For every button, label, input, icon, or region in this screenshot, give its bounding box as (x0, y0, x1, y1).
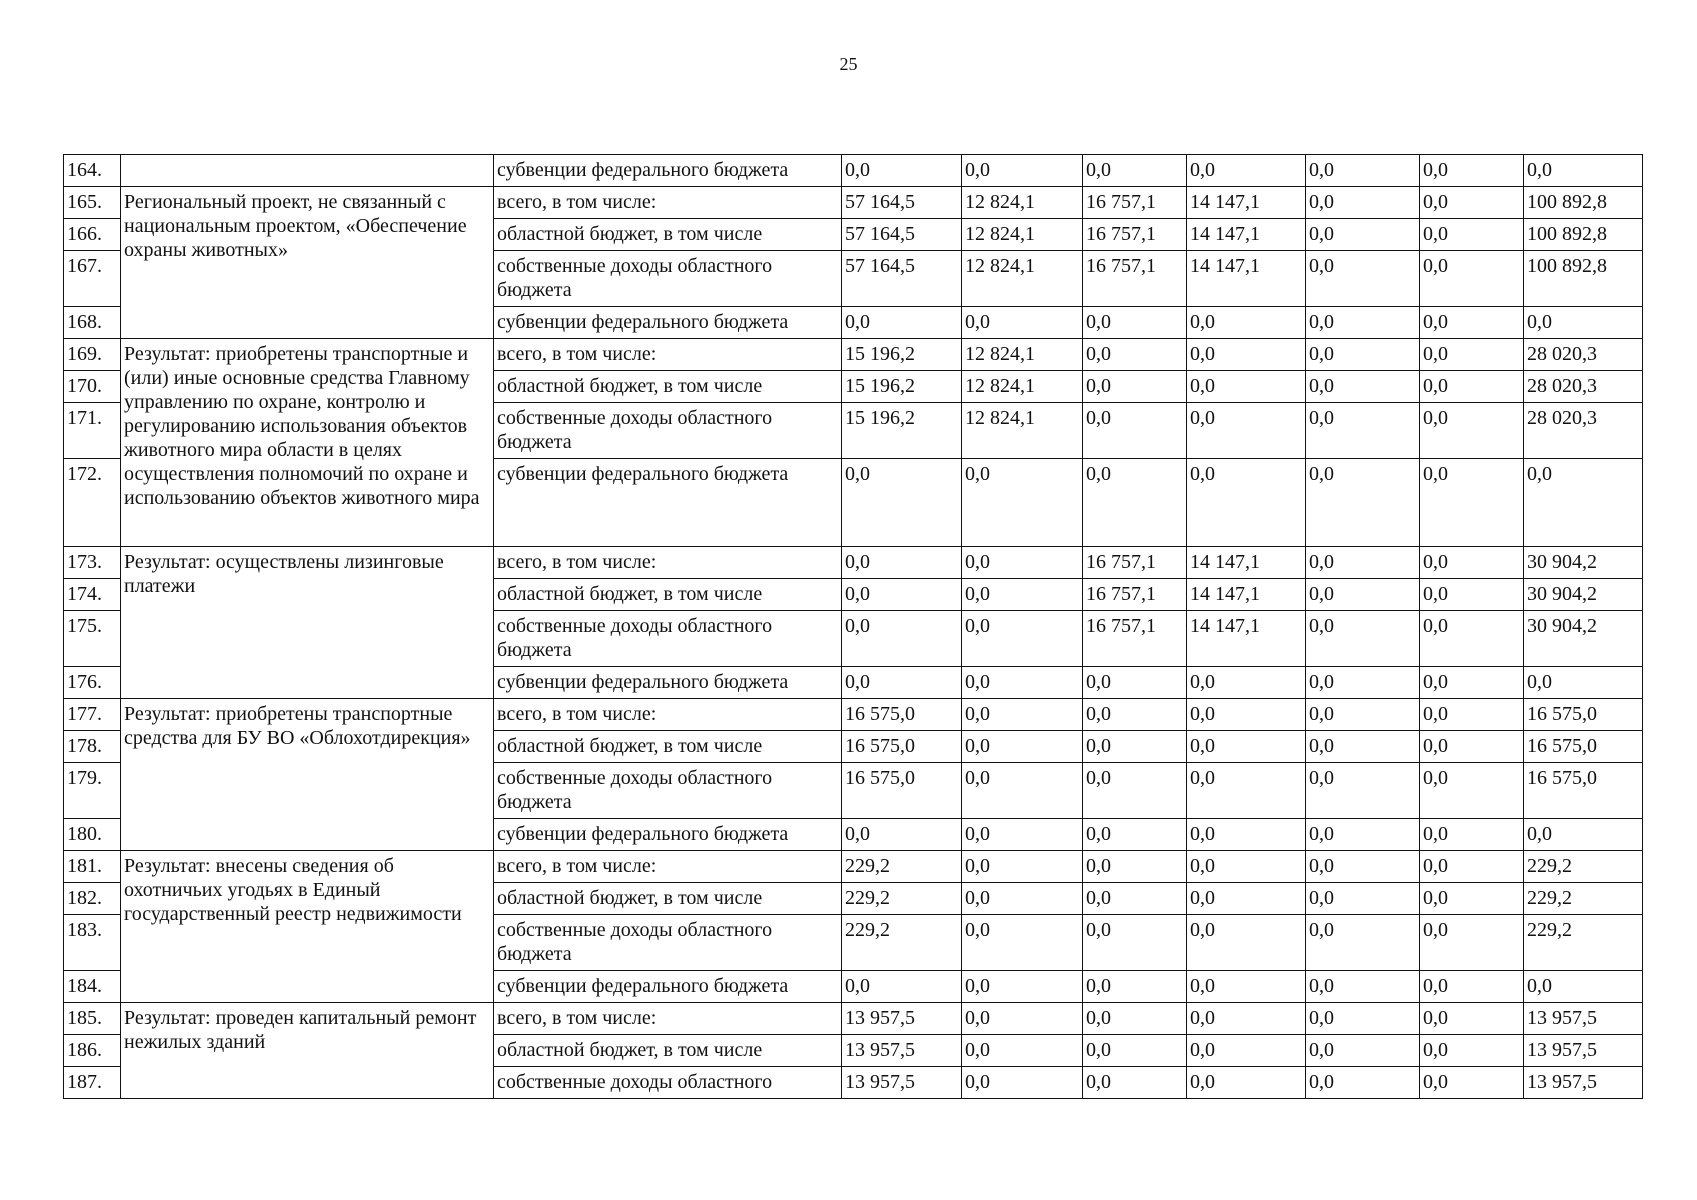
row-number: 187. (64, 1067, 121, 1099)
row-number: 182. (64, 883, 121, 915)
value-cell: 100 892,8 (1524, 187, 1643, 219)
value-cell: 0,0 (1420, 251, 1524, 307)
value-cell: 0,0 (842, 579, 962, 611)
funding-source: всего, в том числе: (494, 187, 842, 219)
value-cell: 0,0 (1083, 371, 1187, 403)
row-number: 171. (64, 403, 121, 459)
project-description: Результат: внесены сведения об охотничьих угодьях в Единый государственный реестр недвижимости (121, 851, 494, 1003)
table-row (64, 187, 1643, 219)
value-cell: 0,0 (1187, 1035, 1306, 1067)
value-cell: 0,0 (1420, 307, 1524, 339)
funding-source: всего, в том числе: (494, 1003, 842, 1035)
project-description: Результат: приобретены транспортные и (или) иные основные средства Главному управлению по охране, контролю и регулированию использования объектов животного мира области в целях осуществления полномочий по охране и использованию объектов животного мира (121, 339, 494, 547)
value-cell: 0,0 (1187, 819, 1306, 851)
row-number: 167. (64, 251, 121, 307)
value-cell: 0,0 (842, 307, 962, 339)
value-cell: 0,0 (1083, 971, 1187, 1003)
value-cell: 0,0 (842, 971, 962, 1003)
value-cell: 14 147,1 (1187, 611, 1306, 667)
value-cell: 0,0 (1420, 915, 1524, 971)
value-cell: 0,0 (1187, 155, 1306, 187)
value-cell: 0,0 (1306, 155, 1420, 187)
value-cell: 0,0 (1420, 155, 1524, 187)
value-cell: 0,0 (1306, 763, 1420, 819)
value-cell: 0,0 (1420, 339, 1524, 371)
value-cell: 0,0 (1187, 851, 1306, 883)
value-cell: 13 957,5 (842, 1035, 962, 1067)
row-number: 179. (64, 763, 121, 819)
value-cell: 0,0 (962, 547, 1083, 579)
funding-source: субвенции федерального бюджета (494, 819, 842, 851)
value-cell: 0,0 (1524, 819, 1643, 851)
value-cell: 0,0 (1420, 459, 1524, 547)
value-cell: 0,0 (1420, 1003, 1524, 1035)
value-cell: 229,2 (842, 851, 962, 883)
value-cell: 0,0 (1306, 1067, 1420, 1099)
value-cell: 0,0 (962, 971, 1083, 1003)
table-row (64, 1003, 1643, 1035)
row-number: 178. (64, 731, 121, 763)
value-cell: 0,0 (842, 667, 962, 699)
project-description: Региональный проект, не связанный с национальным проектом, «Обеспечение охраны животных» (121, 187, 494, 339)
value-cell: 16 757,1 (1083, 579, 1187, 611)
funding-source: собственные доходы областного (494, 1067, 842, 1099)
value-cell: 0,0 (1083, 699, 1187, 731)
value-cell: 0,0 (1420, 219, 1524, 251)
value-cell: 0,0 (1187, 915, 1306, 971)
value-cell: 0,0 (1083, 1003, 1187, 1035)
value-cell: 0,0 (842, 611, 962, 667)
value-cell: 0,0 (962, 915, 1083, 971)
row-number: 169. (64, 339, 121, 371)
value-cell: 0,0 (1083, 403, 1187, 459)
table-row (64, 699, 1643, 731)
value-cell: 0,0 (1083, 667, 1187, 699)
value-cell: 0,0 (1083, 883, 1187, 915)
value-cell: 16 757,1 (1083, 219, 1187, 251)
value-cell: 0,0 (1420, 547, 1524, 579)
value-cell: 0,0 (1306, 819, 1420, 851)
value-cell: 0,0 (1187, 403, 1306, 459)
value-cell: 0,0 (1420, 1067, 1524, 1099)
value-cell: 0,0 (1187, 459, 1306, 547)
value-cell: 0,0 (962, 307, 1083, 339)
value-cell: 0,0 (1083, 915, 1187, 971)
funding-source: областной бюджет, в том числе (494, 883, 842, 915)
row-number: 176. (64, 667, 121, 699)
value-cell: 0,0 (962, 819, 1083, 851)
value-cell: 14 147,1 (1187, 579, 1306, 611)
row-number: 186. (64, 1035, 121, 1067)
value-cell: 100 892,8 (1524, 219, 1643, 251)
value-cell: 0,0 (962, 731, 1083, 763)
value-cell: 16 575,0 (842, 763, 962, 819)
value-cell: 0,0 (1306, 251, 1420, 307)
value-cell: 16 757,1 (1083, 547, 1187, 579)
funding-source: субвенции федерального бюджета (494, 667, 842, 699)
value-cell: 0,0 (1306, 883, 1420, 915)
value-cell: 14 147,1 (1187, 219, 1306, 251)
value-cell: 0,0 (1306, 187, 1420, 219)
value-cell: 0,0 (1306, 579, 1420, 611)
value-cell: 0,0 (1306, 915, 1420, 971)
value-cell: 229,2 (1524, 883, 1643, 915)
funding-source: областной бюджет, в том числе (494, 219, 842, 251)
value-cell: 0,0 (962, 851, 1083, 883)
value-cell: 0,0 (1524, 155, 1643, 187)
row-number: 164. (64, 155, 121, 187)
value-cell: 0,0 (962, 611, 1083, 667)
value-cell: 0,0 (1524, 307, 1643, 339)
value-cell: 16 575,0 (1524, 731, 1643, 763)
value-cell: 100 892,8 (1524, 251, 1643, 307)
value-cell: 0,0 (1306, 307, 1420, 339)
funding-source: областной бюджет, в том числе (494, 579, 842, 611)
value-cell: 13 957,5 (1524, 1035, 1643, 1067)
project-description: Результат: приобретены транспортные средства для БУ ВО «Облохотдирекция» (121, 699, 494, 851)
funding-source: субвенции федерального бюджета (494, 971, 842, 1003)
funding-source: областной бюджет, в том числе (494, 1035, 842, 1067)
budget-table (63, 154, 1643, 1099)
value-cell: 0,0 (842, 819, 962, 851)
value-cell: 0,0 (962, 155, 1083, 187)
value-cell: 12 824,1 (962, 187, 1083, 219)
value-cell: 0,0 (1420, 579, 1524, 611)
funding-source: субвенции федерального бюджета (494, 459, 842, 547)
value-cell: 0,0 (1083, 763, 1187, 819)
value-cell: 0,0 (1306, 1003, 1420, 1035)
value-cell: 0,0 (1306, 611, 1420, 667)
value-cell: 0,0 (962, 763, 1083, 819)
row-number: 173. (64, 547, 121, 579)
funding-source: областной бюджет, в том числе (494, 371, 842, 403)
value-cell: 0,0 (962, 579, 1083, 611)
value-cell: 0,0 (1306, 371, 1420, 403)
row-number: 166. (64, 219, 121, 251)
value-cell: 0,0 (962, 667, 1083, 699)
funding-source: областной бюджет, в том числе (494, 731, 842, 763)
value-cell: 16 757,1 (1083, 187, 1187, 219)
value-cell: 0,0 (1306, 219, 1420, 251)
value-cell: 0,0 (962, 1067, 1083, 1099)
value-cell: 0,0 (1524, 459, 1643, 547)
value-cell: 16 575,0 (842, 731, 962, 763)
row-number: 184. (64, 971, 121, 1003)
value-cell: 0,0 (1187, 763, 1306, 819)
table-body (64, 155, 1643, 1099)
funding-source: всего, в том числе: (494, 547, 842, 579)
row-number: 170. (64, 371, 121, 403)
funding-source: собственные доходы областного бюджета (494, 611, 842, 667)
value-cell: 15 196,2 (842, 371, 962, 403)
value-cell: 0,0 (1420, 971, 1524, 1003)
value-cell: 0,0 (1083, 1067, 1187, 1099)
value-cell: 0,0 (1083, 339, 1187, 371)
funding-source: собственные доходы областного бюджета (494, 763, 842, 819)
value-cell: 0,0 (1083, 459, 1187, 547)
row-number: 180. (64, 819, 121, 851)
value-cell: 229,2 (842, 883, 962, 915)
funding-source: всего, в том числе: (494, 851, 842, 883)
value-cell: 0,0 (1083, 819, 1187, 851)
value-cell: 0,0 (1306, 1035, 1420, 1067)
value-cell: 0,0 (842, 547, 962, 579)
value-cell: 0,0 (1420, 883, 1524, 915)
value-cell: 229,2 (1524, 915, 1643, 971)
value-cell: 57 164,5 (842, 251, 962, 307)
value-cell: 0,0 (1187, 699, 1306, 731)
value-cell: 0,0 (1420, 371, 1524, 403)
value-cell: 13 957,5 (842, 1067, 962, 1099)
value-cell: 0,0 (1306, 971, 1420, 1003)
value-cell: 12 824,1 (962, 339, 1083, 371)
value-cell: 16 757,1 (1083, 611, 1187, 667)
value-cell: 0,0 (1306, 403, 1420, 459)
table-row (64, 851, 1643, 883)
value-cell: 30 904,2 (1524, 547, 1643, 579)
value-cell: 0,0 (1083, 851, 1187, 883)
value-cell: 16 757,1 (1083, 251, 1187, 307)
value-cell: 0,0 (962, 1003, 1083, 1035)
value-cell: 28 020,3 (1524, 403, 1643, 459)
funding-source: всего, в том числе: (494, 339, 842, 371)
value-cell: 0,0 (1187, 371, 1306, 403)
value-cell: 0,0 (1420, 851, 1524, 883)
row-number: 183. (64, 915, 121, 971)
funding-source: собственные доходы областного бюджета (494, 915, 842, 971)
value-cell: 57 164,5 (842, 219, 962, 251)
project-description: Результат: осуществлены лизинговые платежи (121, 547, 494, 699)
value-cell: 13 957,5 (1524, 1003, 1643, 1035)
row-number: 175. (64, 611, 121, 667)
value-cell: 14 147,1 (1187, 187, 1306, 219)
page-number: 25 (839, 54, 858, 74)
value-cell: 0,0 (962, 699, 1083, 731)
value-cell: 0,0 (842, 459, 962, 547)
value-cell: 0,0 (842, 155, 962, 187)
value-cell: 14 147,1 (1187, 251, 1306, 307)
value-cell: 15 196,2 (842, 403, 962, 459)
value-cell: 0,0 (1187, 307, 1306, 339)
row-number: 168. (64, 307, 121, 339)
funding-source: собственные доходы областного бюджета (494, 403, 842, 459)
value-cell: 0,0 (1083, 1035, 1187, 1067)
value-cell: 13 957,5 (1524, 1067, 1643, 1099)
project-description: Результат: проведен капитальный ремонт нежилых зданий (121, 1003, 494, 1099)
table-row (64, 547, 1643, 579)
value-cell: 0,0 (1306, 339, 1420, 371)
value-cell: 0,0 (1420, 1035, 1524, 1067)
value-cell: 12 824,1 (962, 251, 1083, 307)
value-cell: 0,0 (1083, 155, 1187, 187)
value-cell: 0,0 (1187, 731, 1306, 763)
value-cell: 0,0 (1306, 851, 1420, 883)
table-row (64, 339, 1643, 371)
value-cell: 0,0 (1306, 547, 1420, 579)
value-cell: 0,0 (1420, 187, 1524, 219)
value-cell: 0,0 (1306, 459, 1420, 547)
value-cell: 16 575,0 (1524, 763, 1643, 819)
funding-source: всего, в том числе: (494, 699, 842, 731)
value-cell: 13 957,5 (842, 1003, 962, 1035)
value-cell: 0,0 (1306, 699, 1420, 731)
value-cell: 0,0 (962, 1035, 1083, 1067)
value-cell: 12 824,1 (962, 219, 1083, 251)
value-cell: 0,0 (1187, 1067, 1306, 1099)
value-cell: 0,0 (1187, 339, 1306, 371)
value-cell: 0,0 (1420, 667, 1524, 699)
value-cell: 16 575,0 (842, 699, 962, 731)
value-cell: 30 904,2 (1524, 611, 1643, 667)
value-cell: 0,0 (1420, 699, 1524, 731)
value-cell: 229,2 (842, 915, 962, 971)
value-cell: 30 904,2 (1524, 579, 1643, 611)
value-cell: 15 196,2 (842, 339, 962, 371)
value-cell: 12 824,1 (962, 371, 1083, 403)
funding-source: субвенции федерального бюджета (494, 155, 842, 187)
value-cell: 0,0 (1420, 611, 1524, 667)
value-cell: 0,0 (1083, 731, 1187, 763)
value-cell: 0,0 (1420, 763, 1524, 819)
value-cell: 0,0 (1083, 307, 1187, 339)
row-number: 185. (64, 1003, 121, 1035)
value-cell: 0,0 (1420, 403, 1524, 459)
value-cell: 0,0 (1187, 667, 1306, 699)
value-cell: 28 020,3 (1524, 371, 1643, 403)
value-cell: 0,0 (962, 459, 1083, 547)
value-cell: 0,0 (1524, 971, 1643, 1003)
row-number: 165. (64, 187, 121, 219)
value-cell: 0,0 (1187, 1003, 1306, 1035)
value-cell: 229,2 (1524, 851, 1643, 883)
value-cell: 57 164,5 (842, 187, 962, 219)
row-number: 181. (64, 851, 121, 883)
value-cell: 0,0 (1306, 667, 1420, 699)
row-number: 172. (64, 459, 121, 547)
value-cell: 0,0 (1420, 819, 1524, 851)
value-cell: 0,0 (962, 883, 1083, 915)
funding-source: субвенции федерального бюджета (494, 307, 842, 339)
row-number: 177. (64, 699, 121, 731)
table-row (64, 155, 1643, 187)
row-number: 174. (64, 579, 121, 611)
value-cell: 0,0 (1187, 883, 1306, 915)
value-cell: 0,0 (1306, 731, 1420, 763)
value-cell: 16 575,0 (1524, 699, 1643, 731)
value-cell: 0,0 (1420, 731, 1524, 763)
value-cell: 0,0 (1524, 667, 1643, 699)
project-cell-empty (121, 155, 494, 187)
value-cell: 28 020,3 (1524, 339, 1643, 371)
value-cell: 12 824,1 (962, 403, 1083, 459)
funding-source: собственные доходы областного бюджета (494, 251, 842, 307)
value-cell: 0,0 (1187, 971, 1306, 1003)
value-cell: 14 147,1 (1187, 547, 1306, 579)
